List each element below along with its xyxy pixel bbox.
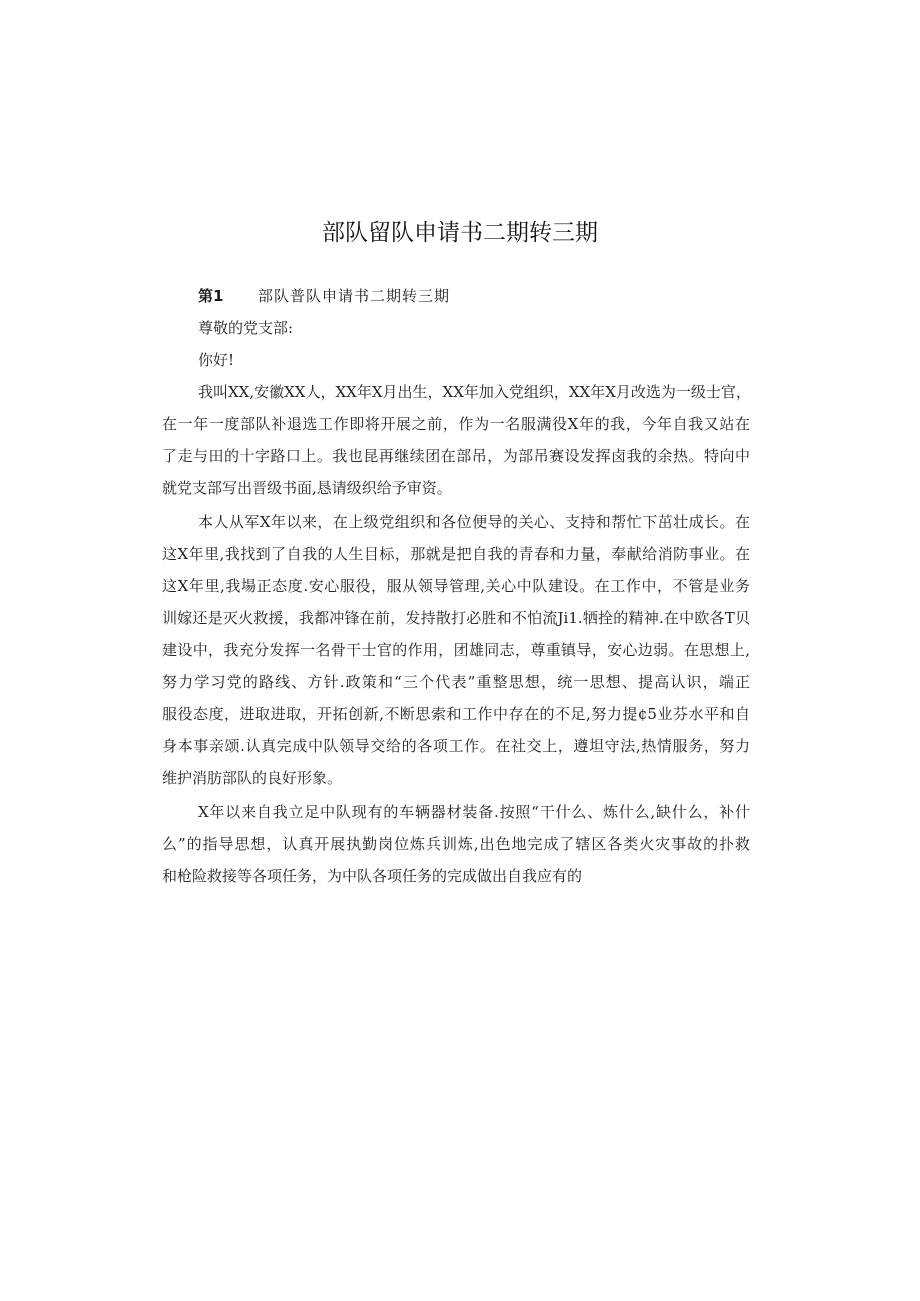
document-title: 部队留队申请书二期转三期 [322, 220, 598, 246]
salutation: 尊敬的党支部: [198, 319, 294, 337]
paragraph-line: 了走与田的十字路口上。我也昆再继续团在部吊，为部吊赛设发挥卤我的余热。特向中 [162, 447, 750, 465]
paragraph-line: 和枪险救接等各项任务，为中队各项任务的完成做出自我应有的 [162, 867, 583, 885]
paragraph-line: 身本事亲颂.认真完成中队领导交给的各项工作。在社交上，遵坦守法,热情服务，努力 [162, 737, 750, 755]
section-number: 第1 [198, 287, 224, 305]
paragraph-line: 建设中，我充分发挥一名骨干士官的作用，团雄同志，尊重镇导，安心边弱。在思想上, [162, 641, 750, 659]
paragraph-line: 么”的指导思想，认真开展执勤岗位炼兵训炼,出色地完成了辖区各类火灾事故的扑救 [162, 835, 750, 853]
paragraph-line: 维护消肪部队的良好形象。 [162, 769, 343, 787]
paragraph-line: 这X年里,我場正态度.安心服役，服从领导管理,关心中队建设。在工作中，不管是业务 [162, 577, 750, 595]
paragraph-line: 在一年一度部队补退选工作即将开展之前，作为一名服满役X年的我，今年自我又站在 [162, 415, 750, 433]
section-title: 部队普队申请书二期转三期 [258, 287, 451, 305]
paragraph-line: 训嫁还是灭火救援，我都冲锋在前，发持散打必胜和不怕流Ji1.牺拴的精神.在中欧各T贝 [162, 609, 750, 627]
paragraph-line: 本人从军X年以来，在上级党组织和各位便导的关心、支持和帮忙下茁壮成长。在 [198, 513, 750, 531]
greeting: 你好! [198, 351, 235, 369]
paragraph-line: 服役态度，进取进取，开拓创新,不断思索和工作中存在的不足,努力提¢5业芬水平和自 [162, 705, 750, 723]
paragraph-line: 这X年里,我找到了自我的人生目标，那就是把自我的青春和力量，奉献给消防事业。在 [162, 545, 750, 563]
paragraph-line: 努力学习党的路线、方针.政策和“三个代表”重整思想，统一思想、提高认识，端正 [162, 673, 750, 691]
paragraph-line: 就党支部写出晋级书面,恳请级织给予审资。 [162, 479, 452, 497]
paragraph-line: 我叫XX,安徽XX人，XX年X月出生，XX年加入党组织，XX年X月改选为一级士官， [198, 383, 751, 401]
paragraph-line: X年以来自我立足中队现有的车辆器材装备.按照“干什么、炼什么,缺什么，补什 [198, 803, 750, 821]
